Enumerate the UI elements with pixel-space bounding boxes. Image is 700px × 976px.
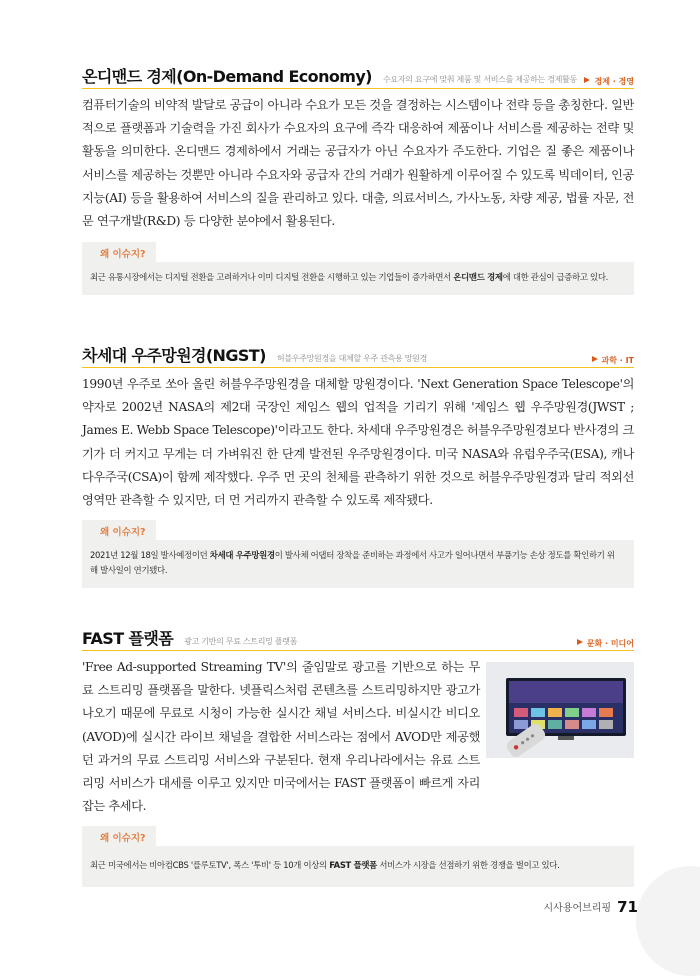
page-footer: [544, 898, 639, 916]
issue-text-part: 최근 유통시장에서는 디지털 전환을 고려하거나 이미 디지털 전환을 시행하고 있는 기업들이 증가하면서: [90, 272, 454, 283]
term-section-ngst: [82, 343, 634, 588]
section-header: [82, 64, 634, 88]
term-body-text: 'Free Ad-supported Streaming TV'의 줄임말로 광고를 기반으로 하는 무료 스트리밍 플랫폼을 말한다. 넷플릭스처럼 콘텐츠를 스트리밍하지만 광고가 나오기 때문에 무료로 시청이 가능한 실시간 채널 서비스다. 비실시간 비디오(AVOD)에 실시간 라이브 채널을 결합한 서비스라는 점에서 AVOD만 제공했던 과거의 무료 스트리밍 서비스와 구분된다. 현재 우리나라에서는 유료 스트리밍 서비스가 대세를 이루고 있지만 미국에서는 FAST 플랫폼이 빠르게 자리잡는 추세다.: [82, 660, 480, 814]
issue-text: [82, 262, 634, 295]
category-label: 과학 · IT: [601, 356, 634, 365]
issue-text-part: 최근 미국에서는 비아컴CBS '플루토TV', 폭스 '투비' 등 10개 이상의: [90, 860, 330, 871]
issue-text: [82, 540, 634, 588]
issue-label: 왜 이슈지?: [82, 826, 156, 847]
issue-text-part: 이 발사체 어댑터 장착을 준비하는 과정에서 사고가 일어나면서 부품기능 손상 정도를 확인하기 위해 발사일이 연기됐다.: [90, 550, 615, 576]
term-body: 컴퓨터기술의 비약적 발달로 공급이 아니라 수요가 모든 것을 결정하는 시스템이나 전략 등을 총칭한다. 일반적으로 플랫폼과 기술력을 가진 회사가 수요자의 요구에 즉각 대응하여 제품이나 서비스를 제공하는 전략 및 활동을 의미한다. 온디맨드 경제하에서 거래는 공급자가 아닌 수요자가 주도한다. 기업은 질 좋은 제품이나 서비스를 제공하는 것뿐만 아니라 수요자와 공급자 간의 거래가 원활하게 이루어질 수 있도록 빅데이터, 인공지능(AI) 등을 활용하여 서비스의 질을 관리하고 있다. 대출, 의료서비스, 가사노동, 차량 제공, 법률 자문, 전문 연구개발(R&D) 등 다양한 분야에서 활용된다.: [82, 98, 634, 229]
tv-remote-illustration: [486, 662, 634, 758]
term-subtitle: 수요자의 요구에 맞춰 제품 및 서비스를 제공하는 경제활동: [382, 75, 577, 84]
issue-text-part: 2021년 12월 18일 발사예정이던: [90, 550, 210, 561]
section-header: [82, 626, 634, 650]
issue-panel: [82, 242, 634, 295]
issue-label: 왜 이슈지?: [82, 242, 156, 263]
triangle-icon: [592, 356, 598, 362]
category-tag: [584, 76, 634, 87]
category-label: 문화 · 미디어: [586, 639, 634, 648]
term-subtitle: 광고 기반의 무료 스트리밍 플랫폼: [184, 637, 298, 646]
issue-label: 왜 이슈지?: [82, 520, 156, 541]
issue-panel: [82, 826, 634, 887]
issue-highlight: FAST 플랫폼: [329, 860, 377, 871]
term-subtitle: 허블우주망원경을 대체할 우주 관측용 망원경: [276, 354, 428, 363]
issue-highlight: 온디맨드 경제: [453, 272, 503, 283]
smart-tv-photo: [486, 662, 634, 758]
category-label: 경제 · 경영: [594, 77, 634, 86]
decorative-circle: [636, 866, 700, 976]
triangle-icon: [577, 639, 583, 645]
issue-text-part: 서비스가 시장을 선점하기 위한 경쟁을 벌이고 있다.: [376, 860, 560, 871]
term-title: FAST 플랫폼: [82, 629, 174, 648]
issue-highlight: 차세대 우주망원경: [209, 550, 275, 561]
issue-text-part: 에 대한 관심이 급증하고 있다.: [502, 272, 608, 283]
issue-panel: [82, 520, 634, 588]
section-header: [82, 343, 634, 367]
header-rule: [82, 88, 634, 89]
term-title: 온디맨드 경제(On-Demand Economy): [82, 67, 372, 86]
term-section-on-demand-economy: [82, 64, 634, 295]
issue-text: [82, 846, 634, 887]
category-tag: [577, 638, 634, 649]
header-rule: [82, 367, 634, 368]
page-number: 71: [617, 898, 638, 916]
publication-name: 시사용어브리핑: [543, 903, 612, 914]
triangle-icon: [584, 77, 590, 83]
category-tag: [592, 355, 635, 366]
term-body: 1990년 우주로 쏘아 올린 허블우주망원경을 대체할 망원경이다. 'Next Generation Space Telescope'의 약자로 2002년 NASA의 제2대 국장인 제임스 웹의 업적을 기리기 위해 '제임스 웹 우주망원경(JWST ; James E. Webb Space Telescope)'이라고도 한다. 차세대 우주망원경은 허블우주망원경보다 반사경의 크기가 더 커지고 무게는 더 가벼워진 한 단계 발전된 우주망원경이다. 미국 NASA와 유럽우주국(ESA), 캐나다우주국(CSA)이 함께 제작했다. 우주 먼 곳의 천체를 관측하기 위한 것으로 허블우주망원경과 달리 적외선 영역만 관측할 수 있지만, 더 먼 거리까지 관측할 수 있도록 제작됐다.: [82, 377, 634, 508]
term-title: 차세대 우주망원경(NGST): [82, 346, 266, 365]
header-rule: [82, 650, 634, 651]
